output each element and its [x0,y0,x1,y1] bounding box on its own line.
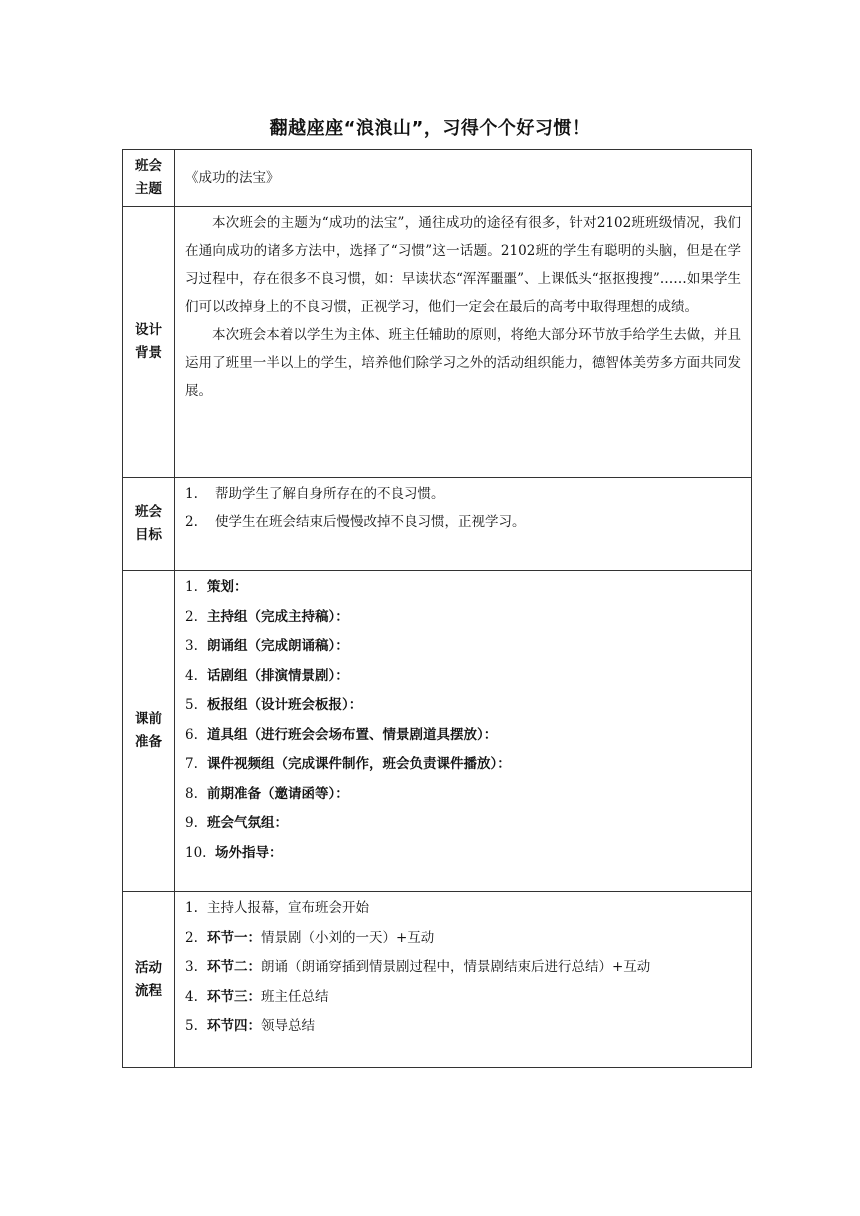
process-row [123,892,752,1068]
preparation-row [123,571,752,892]
process-header-line1: 活动 [135,959,162,976]
goals-content [175,478,752,571]
preparation-list [185,573,741,868]
list-item: 4. 话剧组（排演情景剧）： [185,667,349,684]
goals-header-line2: 目标 [135,527,162,543]
list-item: 3. 朗诵组（完成朗诵稿）： [185,638,349,654]
list-item: 10. 场外指导： [185,844,283,861]
background-paragraph: 本次班会本着以学生为主体、班主任辅助的原则，将绝大部分环节放手给学生去做，并且运用了班里一半以上的学生，培养他们除学习之外的活动组织能力，德智体美劳多方面共同发展。 [185,327,741,399]
list-item: 2. 使学生在班会结束后慢慢改掉不良习惯，正视学习。 [185,514,526,530]
document-title: 翻越座座“浪浪山”，习得个个好习惯！ [269,118,591,139]
background-content [175,207,752,478]
preparation-content [175,571,752,892]
preparation-header [123,571,175,892]
theme-content [175,150,752,207]
background-header [123,207,175,478]
theme-header-line1: 班会 [135,158,162,174]
list-item: 3. 环节二：朗诵（朗诵穿插到情景剧过程中，情景剧结束后进行总结）+互动 [185,959,651,975]
theme-header-line2: 主题 [135,181,162,197]
list-item: 5. 板报组（设计班会板报）： [185,697,363,713]
goals-header-line1: 班会 [135,504,162,520]
background-paragraph: 本次班会的主题为“成功的法宝”，通往成功的途径有很多，针对2102班班级情况，我们在通向成功的诸多方法中，选择了“习惯”这一话题。2102班的学生有聪明的头脑，但是在学习过程中，存在很多不良习惯，如：早读状态“浑浑噩噩”、上课低头“抠抠搜搜”……如果学生们可以改掉身上的不良习惯，正视学习，他们一定会在最后的高考中取得理想的成绩。 [185,215,741,315]
list-item: 1. 策划： [185,579,248,595]
list-item: 7. 课件视频组（完成课件制作，班会负责课件播放）： [185,756,511,772]
preparation-header-line2: 准备 [135,734,162,750]
list-item: 2. 主持组（完成主持稿）： [185,608,349,625]
preparation-header-line1: 课前 [135,711,162,727]
process-list [185,894,741,1042]
background-row [123,207,752,478]
process-header-line2: 流程 [135,982,162,999]
theme-header [123,150,175,207]
list-item: 1. 帮助学生了解自身所存在的不良习惯。 [185,486,445,502]
process-content [175,892,752,1068]
list-item: 6. 道具组（进行班会会场布置、情景剧道具摆放）： [185,726,498,743]
list-item: 2. 环节一：情景剧（小刘的一天）+互动 [185,929,435,946]
process-header [123,892,175,1068]
goals-list [185,480,741,536]
class-meeting-plan-table [122,149,752,1068]
list-item: 9. 班会气氛组： [185,815,288,831]
list-item: 4. 环节三：班主任总结 [185,988,329,1005]
list-item: 5. 环节四：领导总结 [185,1018,315,1034]
theme-row [123,150,752,207]
goals-header [123,478,175,571]
background-header-line1: 设计 [135,322,162,338]
theme-text: 《成功的法宝》 [185,170,280,186]
list-item: 1. 主持人报幕，宣布班会开始 [185,900,369,916]
background-header-line2: 背景 [135,345,162,361]
goals-row [123,478,752,571]
list-item: 8. 前期准备（邀请函等）： [185,785,349,802]
